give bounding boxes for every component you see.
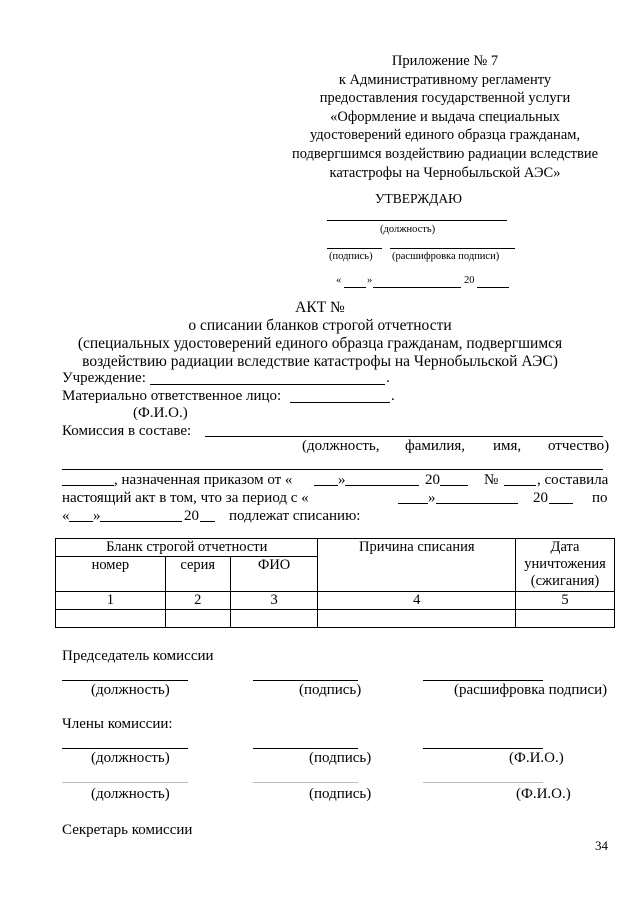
table-cell[interactable]: [165, 610, 230, 628]
page-number: 34: [595, 838, 608, 853]
table-cell[interactable]: [516, 610, 615, 628]
approve-title: УТВЕРЖДАЮ: [375, 191, 463, 206]
date-header-line: Дата: [550, 539, 580, 555]
order-line2-d: по: [592, 490, 608, 506]
date-header-line: уничтожения: [524, 556, 606, 572]
end-year-line[interactable]: [200, 521, 215, 522]
responsible-field[interactable]: [290, 402, 390, 403]
order-line1-a: , назначенная приказом от «: [114, 472, 293, 488]
order-line1-c: 20: [425, 472, 440, 488]
order-line1-d: №: [484, 472, 499, 488]
member2-signature-line[interactable]: [253, 782, 358, 783]
member1-fio-caption: (Ф.И.О.): [509, 750, 564, 766]
reason-header: Причина списания: [318, 539, 516, 592]
act-title: АКТ №: [295, 299, 345, 316]
member2-position-caption: (должность): [91, 786, 170, 802]
order-line1-e: , составила: [537, 472, 609, 488]
order-day-line[interactable]: [314, 485, 338, 486]
signature-line: [327, 248, 382, 249]
date-open-quote: «: [336, 275, 342, 286]
cap-name: имя,: [493, 438, 522, 454]
table-cell[interactable]: [230, 610, 318, 628]
series-header: серия: [165, 557, 230, 592]
chairman-label: Председатель комиссии: [62, 648, 214, 664]
chairman-decode-caption: (расшифровка подписи): [454, 682, 608, 698]
signature-caption: (подпись): [329, 251, 373, 262]
responsible-label: Материально ответственное лицо:: [62, 388, 282, 404]
order-line3-d: подлежат списанию:: [229, 508, 361, 524]
order-line2-a: настоящий акт в том, что за период с «: [62, 490, 309, 506]
member2-signature-caption: (подпись): [309, 786, 372, 802]
number-header: номер: [56, 557, 166, 592]
member2-fio-caption: (Ф.И.О.): [516, 786, 571, 802]
chairman-position-caption: (должность): [91, 682, 170, 698]
order-line2-b: »: [428, 490, 436, 506]
order-month-line[interactable]: [345, 485, 419, 486]
order-line1-b: »: [338, 472, 346, 488]
institution-dot: .: [386, 370, 390, 386]
column-number: 3: [230, 592, 318, 610]
member1-fio-line[interactable]: [423, 748, 543, 749]
group-header: Бланк строгой отчетности: [56, 539, 318, 557]
order-line3-a: «: [62, 508, 70, 524]
decode-caption: (расшифровка подписи): [392, 251, 500, 262]
position-line: [327, 220, 507, 221]
column-number: 4: [318, 592, 516, 610]
commission-field[interactable]: [205, 436, 603, 437]
member1-position-caption: (должность): [91, 750, 170, 766]
order-number-line[interactable]: [504, 485, 536, 486]
member1-position-line[interactable]: [62, 748, 188, 749]
period-day-line[interactable]: [398, 503, 428, 504]
member1-signature-caption: (подпись): [309, 750, 372, 766]
order-line2-c: 20: [533, 490, 548, 506]
date-day-line: [344, 287, 366, 288]
institution-label: Учреждение:: [62, 370, 146, 386]
member1-signature-line[interactable]: [253, 748, 358, 749]
cap-surname: фамилия,: [405, 438, 466, 454]
chairman-signature-caption: (подпись): [299, 682, 362, 698]
period-year-line[interactable]: [549, 503, 573, 504]
position-caption: (должность): [380, 224, 436, 235]
period-month-line[interactable]: [436, 503, 518, 504]
appendix-line: «Оформление и выдача специальных: [330, 108, 560, 125]
end-day-line[interactable]: [69, 521, 93, 522]
date-year-line: [477, 287, 509, 288]
member2-position-line[interactable]: [62, 782, 188, 783]
appendix-header: [270, 52, 620, 182]
appendix-line: Приложение № 7: [391, 53, 499, 69]
date-close-quote: »: [367, 275, 373, 286]
date-year-prefix: 20: [464, 275, 475, 286]
column-number: 1: [56, 592, 166, 610]
column-number: 2: [165, 592, 230, 610]
column-number: 5: [516, 592, 615, 610]
cap-position: (должность,: [302, 438, 380, 454]
order-line3-b: »: [93, 508, 101, 524]
chairman-decode-line[interactable]: [423, 680, 543, 681]
chairman-position-line[interactable]: [62, 680, 188, 681]
act-detail-2: воздействию радиации вследствие катастрофы на Чернобыльской АЭС): [82, 353, 558, 370]
fio-header: ФИО: [230, 557, 318, 592]
act-detail-1: (специальных удостоверений единого образца гражданам, подвергшимся: [77, 335, 563, 352]
appendix-line: удостоверений единого образца гражданам,: [309, 127, 581, 144]
appendix-line: подвергшимся воздействию радиации вследствие: [291, 145, 599, 162]
commission-label: Комиссия в составе:: [62, 423, 192, 439]
members-label: Члены комиссии:: [62, 716, 173, 732]
responsible-fio-caption: (Ф.И.О.): [133, 405, 188, 421]
date-month-line: [373, 287, 461, 288]
responsible-dot: .: [391, 388, 395, 404]
table-cell[interactable]: [318, 610, 516, 628]
blanks-table: [55, 538, 615, 628]
secretary-label: Секретарь комиссии: [62, 822, 193, 838]
chairman-signature-line[interactable]: [253, 680, 358, 681]
appendix-line: катастрофы на Чернобыльской АЭС»: [329, 164, 561, 181]
date-header: [516, 539, 615, 592]
order-year-line[interactable]: [440, 485, 468, 486]
cap-patronymic: отчество): [548, 438, 610, 454]
commission-members-line[interactable]: [62, 485, 114, 486]
order-line3-c: 20: [184, 508, 199, 524]
table-cell[interactable]: [56, 610, 166, 628]
commission-field-continued[interactable]: [62, 469, 603, 470]
appendix-line: к Административному регламенту: [338, 71, 552, 88]
date-header-line: (сжигания): [530, 573, 600, 589]
end-month-line[interactable]: [100, 521, 182, 522]
institution-field[interactable]: [150, 384, 385, 385]
act-subtitle: о списании бланков строгой отчетности: [188, 317, 452, 334]
appendix-line: предоставления государственной услуги: [319, 90, 571, 107]
decode-line: [390, 248, 515, 249]
member2-fio-line[interactable]: [423, 782, 543, 783]
